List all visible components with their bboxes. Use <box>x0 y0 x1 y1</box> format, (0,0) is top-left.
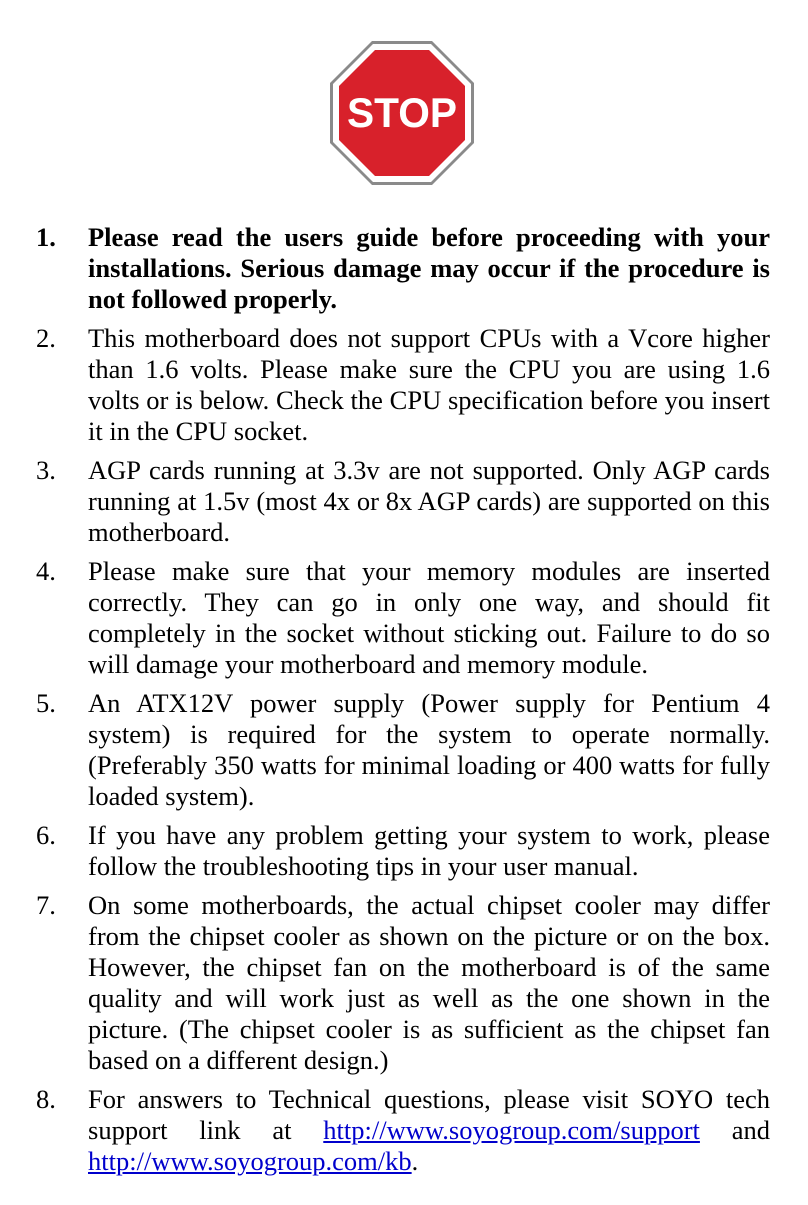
item-text: An ATX12V power supply (Power supply for Pentium 4 system) is required for the system to operate normally. (Preferably 350 watts for minimal loading or 400 watts for fully loaded system). <box>88 688 770 811</box>
item-number: 2. <box>36 323 56 353</box>
item-number: 3. <box>36 455 56 485</box>
list-item <box>36 222 770 315</box>
item-text: If you have any problem getting your system to work, please follow the troubleshooting tips in your user manual. <box>88 820 770 881</box>
list-item <box>36 455 770 548</box>
support-link[interactable]: http://www.soyogroup.com/support <box>323 1115 700 1145</box>
list-item <box>36 820 770 882</box>
list-item <box>36 556 770 680</box>
stop-sign-label: STOP <box>347 89 457 136</box>
item-text: On some motherboards, the actual chipset cooler may differ from the chipset cooler as shown on the picture or on the box. However, the chipset fan on the motherboard is of the same quality and will work just as well as the one shown in the picture. (The chipset cooler is as sufficient as the chipset fan based on a different design.) <box>88 890 770 1075</box>
item-number: 6. <box>36 820 56 850</box>
list-item <box>36 323 770 447</box>
item-number: 5. <box>36 688 56 718</box>
item-text: Please read the users guide before proceeding with your installations. Serious damage may occur if the procedure is not followed properly. <box>88 222 770 314</box>
stop-sign-icon <box>329 40 475 186</box>
item-text: AGP cards running at 3.3v are not supported. Only AGP cards running at 1.5v (most 4x or 8x AGP cards) are supported on this motherboard. <box>88 455 770 547</box>
item-number: 8. <box>36 1084 56 1114</box>
item-text: For answers to Technical questions, please visit SOYO tech support link at <box>88 1084 770 1145</box>
item-text: . <box>411 1146 419 1176</box>
list-item <box>36 890 770 1076</box>
item-text: Please make sure that your memory modules are inserted correctly. They can go in only one way, and should fit completely in the socket without sticking out. Failure to do so will damage your motherboard and memory module. <box>88 556 770 679</box>
item-number: 4. <box>36 556 56 586</box>
kb-link[interactable]: http://www.soyogroup.com/kb <box>88 1146 412 1176</box>
item-text: This motherboard does not support CPUs with a Vcore higher than 1.6 volts. Please make sure the CPU you are using 1.6 volts or is below. Check the CPU specification before you insert it in the CPU socket. <box>88 323 770 446</box>
instruction-list <box>36 222 770 1185</box>
item-number: 7. <box>36 890 56 920</box>
item-text: and <box>731 1115 770 1145</box>
list-item <box>36 1084 770 1177</box>
list-item <box>36 688 770 812</box>
item-number: 1. <box>36 222 56 252</box>
